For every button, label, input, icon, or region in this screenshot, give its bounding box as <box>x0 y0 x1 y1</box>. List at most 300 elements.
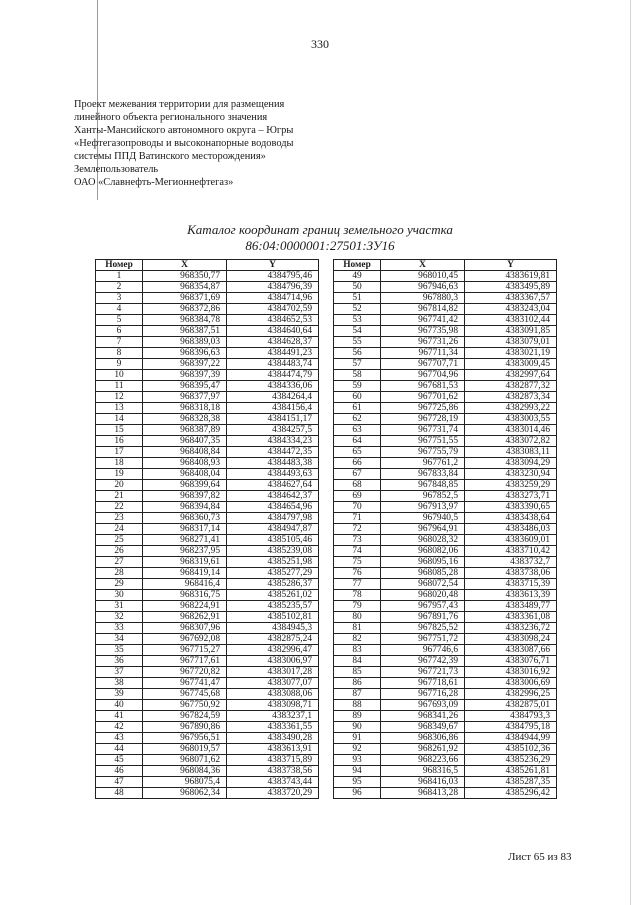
y-coordinate: 4384795,18 <box>465 722 557 733</box>
x-coordinate: 968350,77 <box>143 271 227 282</box>
point-number: 16 <box>96 436 143 447</box>
y-coordinate: 4383495,89 <box>465 282 557 293</box>
x-coordinate: 967755,79 <box>381 447 465 458</box>
y-coordinate: 4384640,64 <box>227 326 319 337</box>
y-coordinate: 4383006,69 <box>465 678 557 689</box>
x-coordinate: 967852,5 <box>381 491 465 502</box>
x-coordinate: 967891,76 <box>381 612 465 623</box>
point-number: 41 <box>96 711 143 722</box>
x-coordinate: 968395,47 <box>143 381 227 392</box>
y-coordinate: 4385251,98 <box>227 557 319 568</box>
x-coordinate: 968307,96 <box>143 623 227 634</box>
x-coordinate: 967946,63 <box>381 282 465 293</box>
x-coordinate: 968223,66 <box>381 755 465 766</box>
table-row <box>334 711 557 722</box>
table-row <box>96 524 319 535</box>
x-coordinate: 968316,5 <box>381 766 465 777</box>
x-coordinate: 967742,39 <box>381 656 465 667</box>
point-number: 51 <box>334 293 381 304</box>
point-number: 33 <box>96 623 143 634</box>
point-number: 70 <box>334 502 381 513</box>
x-coordinate: 967814,82 <box>381 304 465 315</box>
x-coordinate: 968399,64 <box>143 480 227 491</box>
coordinates-table-right <box>333 259 557 799</box>
y-coordinate: 4383613,39 <box>465 590 557 601</box>
y-coordinate: 4383102,44 <box>465 315 557 326</box>
table-row <box>334 337 557 348</box>
y-coordinate: 4382875,01 <box>465 700 557 711</box>
x-coordinate: 968271,41 <box>143 535 227 546</box>
point-number: 8 <box>96 348 143 359</box>
table-row <box>334 370 557 381</box>
table-row <box>96 502 319 513</box>
table-row <box>96 766 319 777</box>
x-coordinate: 967880,3 <box>381 293 465 304</box>
point-number: 6 <box>96 326 143 337</box>
y-coordinate: 4384334,23 <box>227 436 319 447</box>
y-coordinate: 4383016,92 <box>465 667 557 678</box>
point-number: 90 <box>334 722 381 733</box>
table-row <box>96 348 319 359</box>
project-header <box>74 98 294 189</box>
x-coordinate: 968360,73 <box>143 513 227 524</box>
catalog-subtitle: 86:04:0000001:27501:ЗУ16 <box>245 238 395 253</box>
point-number: 17 <box>96 447 143 458</box>
point-number: 49 <box>334 271 381 282</box>
x-coordinate: 968262,91 <box>143 612 227 623</box>
x-coordinate: 968062,34 <box>143 788 227 799</box>
y-coordinate: 4384472,35 <box>227 447 319 458</box>
x-coordinate: 968384,78 <box>143 315 227 326</box>
header-number: Номер <box>334 260 381 271</box>
x-coordinate: 968387,89 <box>143 425 227 436</box>
y-coordinate: 4384652,53 <box>227 315 319 326</box>
point-number: 40 <box>96 700 143 711</box>
point-number: 78 <box>334 590 381 601</box>
x-coordinate: 968317,14 <box>143 524 227 535</box>
x-coordinate: 967890,86 <box>143 722 227 733</box>
point-number: 26 <box>96 546 143 557</box>
point-number: 38 <box>96 678 143 689</box>
table-row <box>96 425 319 436</box>
x-coordinate: 968397,82 <box>143 491 227 502</box>
point-number: 22 <box>96 502 143 513</box>
table-row <box>96 337 319 348</box>
y-coordinate: 4383738,06 <box>465 568 557 579</box>
y-coordinate: 4385105,46 <box>227 535 319 546</box>
table-row <box>334 788 557 799</box>
x-coordinate: 968371,69 <box>143 293 227 304</box>
y-coordinate: 4382875,24 <box>227 634 319 645</box>
table-row <box>334 304 557 315</box>
point-number: 91 <box>334 733 381 744</box>
x-coordinate: 968416,03 <box>381 777 465 788</box>
x-coordinate: 967956,51 <box>143 733 227 744</box>
y-coordinate: 4383098,24 <box>465 634 557 645</box>
header-y: Y <box>227 260 319 271</box>
table-row <box>334 590 557 601</box>
table-row <box>334 733 557 744</box>
table-row <box>334 348 557 359</box>
table-row <box>96 436 319 447</box>
point-number: 92 <box>334 744 381 755</box>
point-number: 11 <box>96 381 143 392</box>
y-coordinate: 4384797,98 <box>227 513 319 524</box>
table-row <box>334 744 557 755</box>
y-coordinate: 4383006,97 <box>227 656 319 667</box>
table-row <box>96 711 319 722</box>
y-coordinate: 4383079,01 <box>465 337 557 348</box>
y-coordinate: 4383076,71 <box>465 656 557 667</box>
x-coordinate: 968237,95 <box>143 546 227 557</box>
x-coordinate: 967745,68 <box>143 689 227 700</box>
point-number: 86 <box>334 678 381 689</box>
point-number: 69 <box>334 491 381 502</box>
table-row <box>334 700 557 711</box>
x-coordinate: 967718,61 <box>381 678 465 689</box>
y-coordinate: 4383720,29 <box>227 788 319 799</box>
y-coordinate: 4383367,57 <box>465 293 557 304</box>
x-coordinate: 967692,08 <box>143 634 227 645</box>
point-number: 36 <box>96 656 143 667</box>
point-number: 39 <box>96 689 143 700</box>
y-coordinate: 4383094,29 <box>465 458 557 469</box>
y-coordinate: 4384264,4 <box>227 392 319 403</box>
x-coordinate: 968349,67 <box>381 722 465 733</box>
y-coordinate: 4383230,94 <box>465 469 557 480</box>
y-coordinate: 4382997,64 <box>465 370 557 381</box>
y-coordinate: 4382993,22 <box>465 403 557 414</box>
table-row <box>334 579 557 590</box>
y-coordinate: 4383743,44 <box>227 777 319 788</box>
table-row <box>96 304 319 315</box>
point-number: 89 <box>334 711 381 722</box>
x-coordinate: 967725,86 <box>381 403 465 414</box>
y-coordinate: 4383017,28 <box>227 667 319 678</box>
table-row <box>96 414 319 425</box>
table-row <box>334 557 557 568</box>
table-row <box>96 513 319 524</box>
point-number: 74 <box>334 546 381 557</box>
coordinates-table-left <box>95 259 319 799</box>
table-row <box>96 491 319 502</box>
y-coordinate: 4385261,02 <box>227 590 319 601</box>
y-coordinate: 4385236,29 <box>465 755 557 766</box>
y-coordinate: 4383072,82 <box>465 436 557 447</box>
x-coordinate: 967833,84 <box>381 469 465 480</box>
table-row <box>334 535 557 546</box>
table-row <box>334 722 557 733</box>
y-coordinate: 4383243,04 <box>465 304 557 315</box>
y-coordinate: 4383014,46 <box>465 425 557 436</box>
point-number: 35 <box>96 645 143 656</box>
x-coordinate: 967940,5 <box>381 513 465 524</box>
x-coordinate: 968419,14 <box>143 568 227 579</box>
y-coordinate: 4383710,42 <box>465 546 557 557</box>
y-coordinate: 4383715,39 <box>465 579 557 590</box>
y-coordinate: 4383237,1 <box>227 711 319 722</box>
catalog-title-block <box>0 222 640 254</box>
point-number: 14 <box>96 414 143 425</box>
y-coordinate: 4383091,85 <box>465 326 557 337</box>
table-row <box>334 513 557 524</box>
table-row <box>334 469 557 480</box>
x-coordinate: 968416,4 <box>143 579 227 590</box>
page-number: 330 <box>311 37 329 51</box>
x-coordinate: 968318,18 <box>143 403 227 414</box>
y-coordinate: 4383009,45 <box>465 359 557 370</box>
point-number: 96 <box>334 788 381 799</box>
y-coordinate: 4384483,74 <box>227 359 319 370</box>
table-row <box>96 403 319 414</box>
table-row <box>334 766 557 777</box>
point-number: 43 <box>96 733 143 744</box>
point-number: 59 <box>334 381 381 392</box>
y-coordinate: 4385102,36 <box>465 744 557 755</box>
y-coordinate: 4384257,5 <box>227 425 319 436</box>
x-coordinate: 968224,91 <box>143 601 227 612</box>
y-coordinate: 4385277,29 <box>227 568 319 579</box>
table-row <box>96 271 319 282</box>
table-row <box>96 315 319 326</box>
y-coordinate: 4383486,03 <box>465 524 557 535</box>
point-number: 77 <box>334 579 381 590</box>
point-number: 57 <box>334 359 381 370</box>
x-coordinate: 967750,92 <box>143 700 227 711</box>
table-body-right <box>334 271 557 799</box>
point-number: 67 <box>334 469 381 480</box>
point-number: 50 <box>334 282 381 293</box>
point-number: 25 <box>96 535 143 546</box>
table-row <box>334 777 557 788</box>
table-row <box>96 469 319 480</box>
x-coordinate: 968341,26 <box>381 711 465 722</box>
x-coordinate: 967693,09 <box>381 700 465 711</box>
x-coordinate: 968085,28 <box>381 568 465 579</box>
y-coordinate: 4384944,99 <box>465 733 557 744</box>
y-coordinate: 4382873,34 <box>465 392 557 403</box>
x-coordinate: 967721,73 <box>381 667 465 678</box>
point-number: 58 <box>334 370 381 381</box>
table-row <box>96 590 319 601</box>
x-coordinate: 968082,06 <box>381 546 465 557</box>
table-row <box>96 392 319 403</box>
y-coordinate: 4384151,17 <box>227 414 319 425</box>
point-number: 28 <box>96 568 143 579</box>
x-coordinate: 968019,57 <box>143 744 227 755</box>
x-coordinate: 968075,4 <box>143 777 227 788</box>
table-row <box>334 326 557 337</box>
table-row <box>96 667 319 678</box>
table-row <box>334 524 557 535</box>
table-row <box>96 381 319 392</box>
table-row <box>96 546 319 557</box>
y-coordinate: 4383021,19 <box>465 348 557 359</box>
table-row <box>96 634 319 645</box>
y-coordinate: 4383609,01 <box>465 535 557 546</box>
point-number: 24 <box>96 524 143 535</box>
x-coordinate: 968394,84 <box>143 502 227 513</box>
y-coordinate: 4382877,32 <box>465 381 557 392</box>
header-y: Y <box>465 260 557 271</box>
point-number: 19 <box>96 469 143 480</box>
y-coordinate: 4383361,55 <box>227 722 319 733</box>
x-coordinate: 967681,53 <box>381 381 465 392</box>
point-number: 81 <box>334 623 381 634</box>
table-row <box>334 282 557 293</box>
x-coordinate: 968261,92 <box>381 744 465 755</box>
x-coordinate: 967848,85 <box>381 480 465 491</box>
point-number: 48 <box>96 788 143 799</box>
table-row <box>96 755 319 766</box>
point-number: 84 <box>334 656 381 667</box>
table-row <box>96 722 319 733</box>
table-body-left <box>96 271 319 799</box>
table-row <box>96 788 319 799</box>
table-row <box>96 612 319 623</box>
x-coordinate: 968389,03 <box>143 337 227 348</box>
y-coordinate: 4383738,56 <box>227 766 319 777</box>
point-number: 34 <box>96 634 143 645</box>
point-number: 5 <box>96 315 143 326</box>
x-coordinate: 968084,36 <box>143 766 227 777</box>
x-coordinate: 967717,61 <box>143 656 227 667</box>
x-coordinate: 968408,04 <box>143 469 227 480</box>
x-coordinate: 968306,86 <box>381 733 465 744</box>
x-coordinate: 967731,74 <box>381 425 465 436</box>
x-coordinate: 968387,51 <box>143 326 227 337</box>
x-coordinate: 968354,87 <box>143 282 227 293</box>
x-coordinate: 968010,45 <box>381 271 465 282</box>
point-number: 44 <box>96 744 143 755</box>
point-number: 82 <box>334 634 381 645</box>
y-coordinate: 4383259,29 <box>465 480 557 491</box>
point-number: 54 <box>334 326 381 337</box>
x-coordinate: 968407,35 <box>143 436 227 447</box>
table-row <box>96 645 319 656</box>
x-coordinate: 967913,97 <box>381 502 465 513</box>
table-row <box>96 733 319 744</box>
table-row <box>334 480 557 491</box>
header-line: Землепользователь <box>74 164 159 175</box>
x-coordinate: 968095,16 <box>381 557 465 568</box>
y-coordinate: 4383087,66 <box>465 645 557 656</box>
scan-edge-line-right <box>630 0 631 905</box>
point-number: 88 <box>334 700 381 711</box>
point-number: 30 <box>96 590 143 601</box>
y-coordinate: 4383613,91 <box>227 744 319 755</box>
y-coordinate: 4384491,23 <box>227 348 319 359</box>
y-coordinate: 4383003,55 <box>465 414 557 425</box>
y-coordinate: 4383732,7 <box>465 557 557 568</box>
x-coordinate: 967741,47 <box>143 678 227 689</box>
header-line: Ханты-Мансийского автономного округа – Югры <box>74 125 294 136</box>
y-coordinate: 4384493,63 <box>227 469 319 480</box>
x-coordinate: 967728,19 <box>381 414 465 425</box>
point-number: 53 <box>334 315 381 326</box>
table-row <box>334 755 557 766</box>
point-number: 18 <box>96 458 143 469</box>
y-coordinate: 4383438,64 <box>465 513 557 524</box>
table-row <box>334 414 557 425</box>
table-row <box>334 436 557 447</box>
y-coordinate: 4383077,07 <box>227 678 319 689</box>
table-header-row <box>334 260 557 271</box>
table-row <box>96 282 319 293</box>
table-row <box>96 480 319 491</box>
point-number: 79 <box>334 601 381 612</box>
y-coordinate: 4384795,46 <box>227 271 319 282</box>
point-number: 32 <box>96 612 143 623</box>
x-coordinate: 968396,63 <box>143 348 227 359</box>
table-row <box>96 601 319 612</box>
table-row <box>96 359 319 370</box>
x-coordinate: 967735,98 <box>381 326 465 337</box>
table-row <box>96 370 319 381</box>
x-coordinate: 968372,86 <box>143 304 227 315</box>
y-coordinate: 4385102,81 <box>227 612 319 623</box>
y-coordinate: 4384793,3 <box>465 711 557 722</box>
point-number: 23 <box>96 513 143 524</box>
x-coordinate: 967741,42 <box>381 315 465 326</box>
point-number: 94 <box>334 766 381 777</box>
y-coordinate: 4383236,72 <box>465 623 557 634</box>
point-number: 15 <box>96 425 143 436</box>
table-row <box>334 425 557 436</box>
y-coordinate: 4382996,25 <box>465 689 557 700</box>
x-coordinate: 968413,28 <box>381 788 465 799</box>
point-number: 87 <box>334 689 381 700</box>
y-coordinate: 4383390,65 <box>465 502 557 513</box>
x-coordinate: 967716,28 <box>381 689 465 700</box>
header-x: X <box>381 260 465 271</box>
table-row <box>334 568 557 579</box>
table-row <box>334 458 557 469</box>
y-coordinate: 4383273,71 <box>465 491 557 502</box>
table-row <box>334 601 557 612</box>
point-number: 72 <box>334 524 381 535</box>
table-row <box>334 293 557 304</box>
header-line: линейного объекта регионального значения <box>74 112 268 123</box>
table-row <box>96 744 319 755</box>
table-row <box>96 458 319 469</box>
x-coordinate: 968408,93 <box>143 458 227 469</box>
y-coordinate: 4384714,96 <box>227 293 319 304</box>
point-number: 12 <box>96 392 143 403</box>
point-number: 13 <box>96 403 143 414</box>
x-coordinate: 968328,38 <box>143 414 227 425</box>
point-number: 10 <box>96 370 143 381</box>
table-row <box>96 623 319 634</box>
x-coordinate: 967707,71 <box>381 359 465 370</box>
y-coordinate: 4383088,06 <box>227 689 319 700</box>
header-line: ОАО «Славнефть-Мегионнефтегаз» <box>74 177 234 188</box>
x-coordinate: 968020,48 <box>381 590 465 601</box>
point-number: 20 <box>96 480 143 491</box>
point-number: 29 <box>96 579 143 590</box>
table-row <box>334 315 557 326</box>
y-coordinate: 4384796,39 <box>227 282 319 293</box>
table-row <box>96 535 319 546</box>
point-number: 76 <box>334 568 381 579</box>
table-row <box>96 326 319 337</box>
y-coordinate: 4385261,81 <box>465 766 557 777</box>
x-coordinate: 967711,34 <box>381 348 465 359</box>
point-number: 85 <box>334 667 381 678</box>
point-number: 63 <box>334 425 381 436</box>
x-coordinate: 967824,59 <box>143 711 227 722</box>
point-number: 61 <box>334 403 381 414</box>
